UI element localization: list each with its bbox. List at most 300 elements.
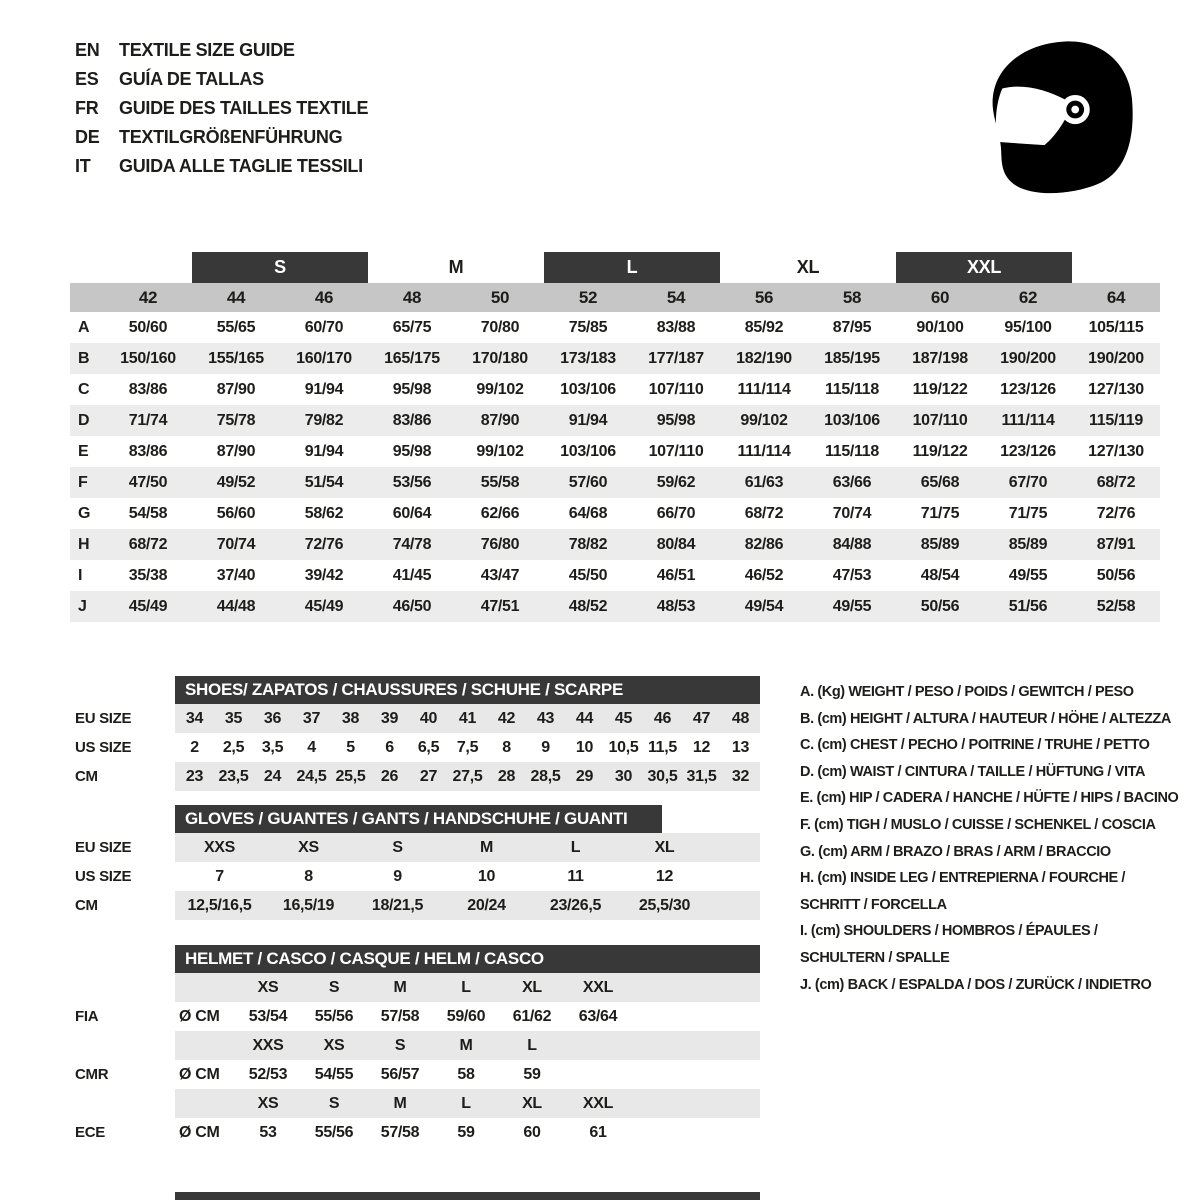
cell: S — [392, 838, 403, 856]
cell: 62 — [1018, 287, 1038, 307]
cell: 35/38 — [128, 566, 168, 584]
cell: 35 — [224, 709, 243, 727]
cell: 84/88 — [832, 535, 872, 553]
helmet-cmr-values-row — [70, 1060, 760, 1089]
size-table-row-b — [70, 343, 1160, 374]
language-row — [75, 152, 368, 181]
helmet-section-header: HELMET / CASCO / CASQUE / HELM / CASCO — [175, 945, 760, 973]
cell: 2,5 — [222, 738, 245, 756]
cell: 40 — [419, 709, 438, 727]
cell: 44 — [226, 287, 246, 307]
cell: 55/56 — [314, 1007, 354, 1025]
cell: 54 — [666, 287, 686, 307]
cell: 83/86 — [392, 411, 432, 429]
cell: A. (Kg) WEIGHT / PESO / POIDS / GEWITCH / PESO — [800, 684, 1134, 700]
shoes-eu-size-row — [70, 704, 760, 733]
row-values — [175, 1031, 760, 1060]
cell: 46/52 — [744, 566, 784, 584]
cell: 49/55 — [1008, 566, 1048, 584]
language-title: GUÍA DE TALLAS — [119, 69, 264, 89]
cell: 55/58 — [480, 473, 520, 491]
row-label: CM — [75, 897, 98, 914]
cell: 105/115 — [1088, 318, 1144, 336]
cell: 5 — [346, 738, 355, 756]
size-table-row-c — [70, 374, 1160, 405]
cell: 99/102 — [740, 411, 788, 429]
cell: 10 — [575, 738, 594, 756]
gloves-section — [70, 805, 760, 920]
cell: 76/80 — [480, 535, 520, 553]
cell: 56/60 — [216, 504, 256, 522]
row-values — [175, 1060, 760, 1089]
cell: 11,5 — [647, 738, 678, 756]
cell: 90/100 — [916, 318, 964, 336]
cell: 57/58 — [380, 1007, 420, 1025]
cell: 37 — [302, 709, 321, 727]
cell: 72/76 — [304, 535, 344, 553]
cell: 83/88 — [656, 318, 696, 336]
cell: 46 — [653, 709, 672, 727]
row-values — [104, 560, 1160, 591]
row-values — [175, 973, 760, 1002]
cell: 49/55 — [832, 597, 872, 615]
cell: 170/180 — [472, 349, 528, 367]
cell: 95/98 — [392, 442, 432, 460]
cell: 68/72 — [1096, 473, 1136, 491]
cell: 91/94 — [304, 442, 344, 460]
gloves-cm-row — [70, 891, 760, 920]
cell: 48 — [402, 287, 422, 307]
cell: 41 — [458, 709, 477, 727]
cell: 87/90 — [216, 442, 256, 460]
cell: 79/82 — [304, 411, 344, 429]
cell: 48 — [731, 709, 750, 727]
cell: 43 — [536, 709, 555, 727]
row-values — [104, 498, 1160, 529]
cell: XXL — [582, 1094, 614, 1112]
cell: S — [328, 1094, 340, 1112]
cell: 48/53 — [656, 597, 696, 615]
cell: 47/50 — [128, 473, 168, 491]
row-label: US SIZE — [75, 739, 132, 756]
cell: 39/42 — [304, 566, 344, 584]
cell: 91/94 — [304, 380, 344, 398]
cell: 165/175 — [384, 349, 440, 367]
row-label: CMR — [75, 1066, 109, 1083]
cell: 150/160 — [120, 349, 176, 367]
cell: 115/118 — [825, 380, 879, 398]
cell: M — [459, 1036, 473, 1054]
cell: 42 — [138, 287, 158, 307]
cell: 59 — [457, 1123, 475, 1141]
row-values — [104, 529, 1160, 560]
row-values — [104, 343, 1160, 374]
size-table-row-j — [70, 591, 1160, 622]
cell: 45 — [614, 709, 633, 727]
cell: 83/86 — [128, 380, 168, 398]
size-table-row-i — [70, 560, 1160, 591]
cell: XXL — [582, 978, 614, 996]
cell: J. (cm) BACK / ESPALDA / DOS / ZURÜCK / INDIETRO — [800, 976, 1152, 993]
size-band-xl: XL — [796, 257, 820, 277]
cell: 45/49 — [304, 597, 344, 615]
cell: 42 — [497, 709, 516, 727]
cell: 58/62 — [304, 504, 344, 522]
cell: XL — [522, 1094, 542, 1112]
cell: 30 — [614, 767, 633, 785]
cell: 95/100 — [1004, 318, 1052, 336]
row-values — [175, 704, 760, 733]
cell: 12 — [655, 867, 674, 885]
cell: 56/57 — [380, 1065, 420, 1083]
cell: 50/56 — [920, 597, 960, 615]
cell: L — [570, 838, 581, 856]
cell: 47/51 — [480, 597, 520, 615]
row-letter: J — [78, 597, 87, 615]
row-values — [175, 733, 760, 762]
size-table-row-a — [70, 312, 1160, 343]
row-values — [104, 374, 1160, 405]
row-values — [104, 312, 1160, 343]
row-letter: H — [78, 535, 90, 553]
cell: 95/98 — [392, 380, 432, 398]
cell: 8 — [502, 738, 511, 756]
cell: 173/183 — [560, 349, 616, 367]
cell: 95/98 — [656, 411, 696, 429]
cell: 47/53 — [832, 566, 872, 584]
cell: 49/54 — [744, 597, 784, 615]
row-values — [104, 591, 1160, 622]
cell: 70/74 — [216, 535, 256, 553]
cell: 127/130 — [1088, 442, 1144, 460]
cell: 182/190 — [736, 349, 792, 367]
row-label: US SIZE — [75, 868, 132, 885]
cell: 47 — [692, 709, 711, 727]
cell: 80/84 — [656, 535, 696, 553]
cell: 3,5 — [261, 738, 284, 756]
row-label: EU SIZE — [75, 710, 132, 727]
cell: 68/72 — [744, 504, 784, 522]
cell: 51/56 — [1008, 597, 1048, 615]
cell: 160/170 — [296, 349, 352, 367]
size-band-m: M — [448, 257, 464, 277]
size-table-row-g — [70, 498, 1160, 529]
cell: 41/45 — [392, 566, 432, 584]
row-label: CM — [75, 768, 98, 785]
cell: 64/68 — [568, 504, 608, 522]
measurement-legend — [800, 679, 1200, 998]
cell: 23/26,5 — [549, 896, 602, 914]
row-label: ECE — [75, 1124, 105, 1141]
cell: 119/122 — [912, 380, 968, 398]
cell: SCHULTERN / SPALLE — [800, 949, 950, 966]
cell: 107/110 — [648, 380, 704, 398]
cell: 11 — [567, 867, 584, 885]
row-letter: B — [78, 349, 90, 367]
language-row — [75, 94, 368, 123]
cell: 60 — [930, 287, 950, 307]
cell: 87/91 — [1096, 535, 1136, 553]
cell: M — [479, 838, 494, 856]
cell: 185/195 — [824, 349, 880, 367]
cell: 28 — [497, 767, 516, 785]
row-values — [175, 762, 760, 791]
cell: 99/102 — [476, 380, 524, 398]
cell: 67/70 — [1008, 473, 1048, 491]
cell: 56 — [754, 287, 774, 307]
cell: 28,5 — [530, 767, 561, 785]
cell: 63/66 — [832, 473, 872, 491]
cell: 46/51 — [656, 566, 696, 584]
cell: 65/75 — [392, 318, 432, 336]
cell: 123/126 — [1000, 380, 1056, 398]
cell: 123/126 — [1000, 442, 1056, 460]
language-title: TEXTILGRÖßENFÜHRUNG — [119, 127, 343, 147]
cell: 52/53 — [248, 1065, 288, 1083]
size-band-s: S — [192, 252, 368, 283]
cell: 8 — [304, 867, 313, 885]
cell: 31,5 — [686, 767, 717, 785]
size-band-l: L — [544, 252, 720, 283]
cell: 55/65 — [216, 318, 256, 336]
cell: 115/118 — [825, 442, 879, 460]
cell: 37/40 — [216, 566, 256, 584]
cell: 18/21,5 — [371, 896, 424, 914]
cell: 87/90 — [480, 411, 520, 429]
cell: 87/90 — [216, 380, 256, 398]
cell: 39 — [380, 709, 399, 727]
cell: 25,5 — [335, 767, 366, 785]
cell: E. (cm) HIP / CADERA / HANCHE / HÜFTE / HIPS / BACINO — [800, 790, 1179, 807]
cell: 12,5/16,5 — [187, 896, 252, 914]
row-letter: A — [78, 318, 90, 336]
cell: XL — [522, 978, 542, 996]
cell: 36 — [263, 709, 282, 727]
cell: 61/62 — [512, 1007, 552, 1025]
cell: XXS — [252, 1036, 284, 1054]
cell: 111/114 — [737, 442, 791, 460]
cell: 51/54 — [304, 473, 344, 491]
size-table-row-e — [70, 436, 1160, 467]
cell: 78/82 — [568, 535, 608, 553]
cell: 103/106 — [560, 380, 616, 398]
cell: 38 — [341, 709, 360, 727]
gloves-section-header: GLOVES / GUANTES / GANTS / HANDSCHUHE / GUANTI — [175, 805, 662, 833]
cell: 64 — [1106, 287, 1126, 307]
cell: 72/76 — [1096, 504, 1136, 522]
cell: 107/110 — [912, 411, 968, 429]
cell: 2 — [190, 738, 199, 756]
cell: 45/50 — [568, 566, 608, 584]
cell: 7 — [215, 867, 224, 885]
row-values — [104, 405, 1160, 436]
cell: 71/74 — [128, 411, 168, 429]
cell: D. (cm) WAIST / CINTURA / TAILLE / HÜFTUNG / VITA — [800, 763, 1146, 780]
cell: M — [393, 978, 407, 996]
unit-label: Ø CM — [179, 1065, 220, 1083]
cell: S — [394, 1036, 406, 1054]
cutoff-section-bar — [175, 1192, 760, 1200]
cell: 57/60 — [568, 473, 608, 491]
cell: F. (cm) TIGH / MUSLO / CUISSE / SCHENKEL / COSCIA — [800, 816, 1156, 833]
cell: 58 — [842, 287, 862, 307]
cell: L — [527, 1036, 537, 1054]
cell: 60/70 — [304, 318, 344, 336]
cell: 9 — [541, 738, 550, 756]
cell: 91/94 — [568, 411, 608, 429]
cell: 46 — [314, 287, 334, 307]
language-code: EN — [75, 40, 100, 60]
cell: 50/60 — [128, 318, 168, 336]
cell: 6 — [385, 738, 394, 756]
helmet-fia-values-row — [70, 1002, 760, 1031]
cell: 29 — [575, 767, 594, 785]
cell: 70/74 — [832, 504, 872, 522]
cell: 49/52 — [216, 473, 256, 491]
cell: 177/187 — [648, 349, 704, 367]
cell: 60/64 — [392, 504, 432, 522]
cell: B. (cm) HEIGHT / ALTURA / HAUTEUR / HÖHE / ALTEZZA — [800, 710, 1171, 727]
cell: 53/56 — [392, 473, 432, 491]
size-band-row — [70, 252, 1160, 283]
language-title: TEXTILE SIZE GUIDE — [119, 40, 295, 60]
cell: 48/54 — [920, 566, 960, 584]
row-letter: E — [78, 442, 89, 460]
cell: 60 — [523, 1123, 541, 1141]
cell: 99/102 — [476, 442, 524, 460]
cell: 44 — [575, 709, 594, 727]
unit-label: Ø CM — [179, 1123, 220, 1141]
cell: 127/130 — [1088, 380, 1144, 398]
cell: 107/110 — [648, 442, 704, 460]
cell: 52 — [578, 287, 598, 307]
row-letter: G — [78, 504, 91, 522]
cell: 45/49 — [128, 597, 168, 615]
cell: 82/86 — [744, 535, 784, 553]
cell: SCHRITT / FORCELLA — [800, 896, 947, 913]
cell: 10,5 — [608, 738, 639, 756]
row-values — [175, 1118, 760, 1147]
size-band-xxl: XXL — [896, 252, 1072, 283]
row-values — [104, 467, 1160, 498]
accessory-tables — [70, 676, 760, 1147]
row-letter: D — [78, 411, 90, 429]
language-row — [75, 36, 368, 65]
cell: G. (cm) ARM / BRAZO / BRAS / ARM / BRACCIO — [800, 843, 1111, 860]
cell: 83/86 — [128, 442, 168, 460]
cell: 71/75 — [1008, 504, 1048, 522]
cell: 24,5 — [296, 767, 327, 785]
cell: I. (cm) SHOULDERS / HOMBROS / ÉPAULES / — [800, 923, 1098, 940]
cell: 119/122 — [912, 442, 968, 460]
cell: 190/200 — [1088, 349, 1144, 367]
language-list — [75, 36, 368, 181]
cell: C. (cm) CHEST / PECHO / POITRINE / TRUHE / PETTO — [800, 737, 1150, 754]
cell: 20/24 — [467, 896, 506, 914]
cell: M — [393, 1094, 407, 1112]
cell: XL — [654, 838, 675, 856]
cell: 54/55 — [314, 1065, 354, 1083]
cell: 71/75 — [920, 504, 960, 522]
cell: XS — [323, 1036, 345, 1054]
cell: 59 — [523, 1065, 541, 1083]
cell: H. (cm) INSIDE LEG / ENTREPIERNA / FOURCHE / — [800, 870, 1126, 887]
row-values — [175, 833, 760, 862]
cell: 50/56 — [1096, 566, 1136, 584]
cell: 6,5 — [417, 738, 440, 756]
language-row — [75, 65, 368, 94]
cell: 111/114 — [737, 380, 791, 398]
cell: 50 — [490, 287, 510, 307]
cell: 61/63 — [744, 473, 784, 491]
cell: 30,5 — [647, 767, 678, 785]
cell: 53 — [259, 1123, 277, 1141]
cell: 62/66 — [480, 504, 520, 522]
language-code: ES — [75, 69, 99, 89]
cell: 55/56 — [314, 1123, 354, 1141]
cell: 87/95 — [832, 318, 872, 336]
cell: 75/78 — [216, 411, 256, 429]
gloves-us-size-row — [70, 862, 760, 891]
cell: 46/50 — [392, 597, 432, 615]
cell: 65/68 — [920, 473, 960, 491]
language-code: FR — [75, 98, 99, 118]
cell: 155/165 — [208, 349, 264, 367]
cell: 25,5/30 — [638, 896, 691, 914]
size-column-values — [104, 283, 1160, 312]
helmet-fia-sizes-row — [70, 973, 760, 1002]
cell: 13 — [731, 738, 750, 756]
row-values — [175, 1002, 760, 1031]
cell: 24 — [263, 767, 282, 785]
row-values — [175, 891, 760, 920]
language-code: DE — [75, 127, 100, 147]
cell: XS — [257, 978, 279, 996]
cell: 66/70 — [656, 504, 696, 522]
cell: 44/48 — [216, 597, 256, 615]
cell: 70/80 — [480, 318, 520, 336]
helmet-ece-sizes-row — [70, 1089, 760, 1118]
cell: XS — [257, 1094, 279, 1112]
language-title: GUIDA ALLE TAGLIE TESSILI — [119, 156, 363, 176]
cell: 61 — [589, 1123, 607, 1141]
language-row — [75, 123, 368, 152]
row-values — [175, 1089, 760, 1118]
row-label: EU SIZE — [75, 839, 132, 856]
cell: 4 — [307, 738, 316, 756]
cell: 85/89 — [920, 535, 960, 553]
textile-size-table — [70, 252, 1160, 622]
cell: 58 — [457, 1065, 475, 1083]
cell: XXS — [203, 838, 236, 856]
shoes-cm-row — [70, 762, 760, 791]
cell: 115/119 — [1089, 411, 1143, 429]
size-table-row-d — [70, 405, 1160, 436]
cell: XS — [298, 838, 319, 856]
cell: 59/60 — [446, 1007, 486, 1025]
cell: 68/72 — [128, 535, 168, 553]
size-table-row-f — [70, 467, 1160, 498]
cell: 23 — [185, 767, 204, 785]
cell: 74/78 — [392, 535, 432, 553]
cell: 12 — [692, 738, 711, 756]
cell: L — [461, 978, 471, 996]
helmet-icon — [978, 34, 1140, 198]
cell: 7,5 — [456, 738, 479, 756]
cell: S — [328, 978, 340, 996]
cell: 10 — [477, 867, 496, 885]
cell: L — [461, 1094, 471, 1112]
